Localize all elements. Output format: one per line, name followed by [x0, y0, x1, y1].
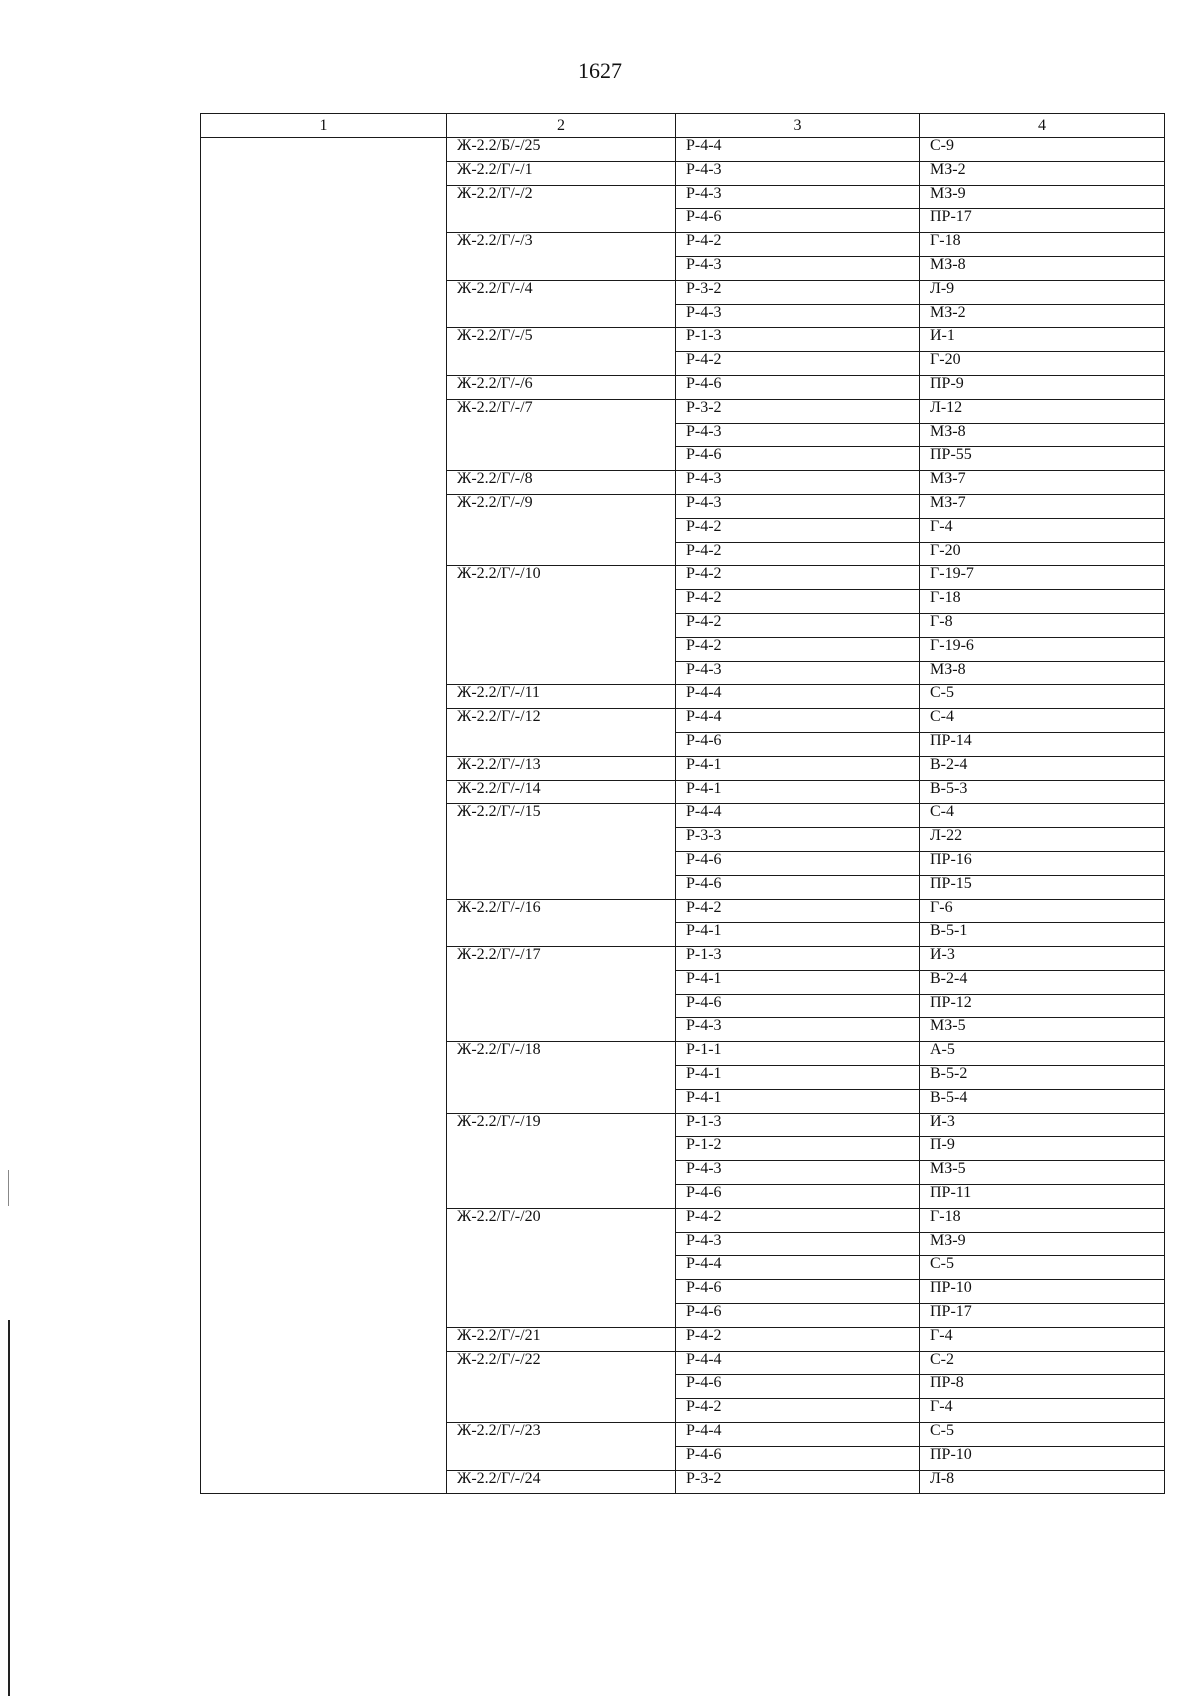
code-cell: Ж-2.2/Г/-/8	[447, 471, 676, 495]
reference-cell: МЗ-2	[920, 304, 1165, 328]
section-cell: Р-4-3	[676, 661, 920, 685]
scan-artifact	[8, 1320, 10, 1696]
section-cell: Р-3-2	[676, 280, 920, 304]
reference-cell: С-5	[920, 1423, 1165, 1447]
reference-cell: И-3	[920, 1113, 1165, 1137]
reference-cell: МЗ-8	[920, 661, 1165, 685]
data-table	[200, 113, 1165, 1494]
reference-cell: И-1	[920, 328, 1165, 352]
reference-cell: Г-4	[920, 1399, 1165, 1423]
table-row	[201, 138, 1165, 162]
section-cell: Р-4-2	[676, 566, 920, 590]
section-cell: Р-4-2	[676, 518, 920, 542]
reference-cell: С-9	[920, 138, 1165, 162]
reference-cell: ПР-15	[920, 875, 1165, 899]
column-header-4: 4	[920, 114, 1165, 138]
code-cell: Ж-2.2/Г/-/14	[447, 780, 676, 804]
section-cell: Р-3-3	[676, 828, 920, 852]
code-cell: Ж-2.2/Г/-/18	[447, 1042, 676, 1113]
code-cell: Ж-2.2/Г/-/20	[447, 1208, 676, 1327]
code-cell: Ж-2.2/Г/-/6	[447, 375, 676, 399]
section-cell: Р-4-3	[676, 161, 920, 185]
section-cell: Р-4-3	[676, 1232, 920, 1256]
section-cell: Р-4-6	[676, 1304, 920, 1328]
section-cell: Р-4-3	[676, 1161, 920, 1185]
column-header-3: 3	[676, 114, 920, 138]
reference-cell: ПР-16	[920, 851, 1165, 875]
reference-cell: Г-4	[920, 1327, 1165, 1351]
reference-cell: МЗ-9	[920, 1232, 1165, 1256]
reference-cell: Г-18	[920, 1208, 1165, 1232]
scan-artifact	[8, 1170, 9, 1206]
reference-cell: П-9	[920, 1137, 1165, 1161]
section-cell: Р-4-3	[676, 1018, 920, 1042]
section-cell: Р-4-2	[676, 613, 920, 637]
section-cell: Р-4-4	[676, 804, 920, 828]
reference-cell: В-5-2	[920, 1066, 1165, 1090]
section-cell: Р-1-3	[676, 947, 920, 971]
section-cell: Р-4-4	[676, 138, 920, 162]
reference-cell: В-5-1	[920, 923, 1165, 947]
section-cell: Р-1-2	[676, 1137, 920, 1161]
reference-cell: ПР-10	[920, 1446, 1165, 1470]
section-cell: Р-4-1	[676, 1066, 920, 1090]
code-cell: Ж-2.2/Г/-/21	[447, 1327, 676, 1351]
reference-cell: ПР-12	[920, 994, 1165, 1018]
code-cell: Ж-2.2/Г/-/17	[447, 947, 676, 1042]
reference-cell: МЗ-5	[920, 1018, 1165, 1042]
section-cell: Р-4-6	[676, 1375, 920, 1399]
section-cell: Р-4-1	[676, 1089, 920, 1113]
reference-cell: Л-8	[920, 1470, 1165, 1494]
reference-cell: С-2	[920, 1351, 1165, 1375]
section-cell: Р-1-3	[676, 328, 920, 352]
section-cell: Р-4-2	[676, 1327, 920, 1351]
reference-cell: В-2-4	[920, 756, 1165, 780]
reference-cell: МЗ-7	[920, 471, 1165, 495]
reference-cell: Л-9	[920, 280, 1165, 304]
code-cell: Ж-2.2/Г/-/16	[447, 899, 676, 947]
reference-cell: Г-18	[920, 590, 1165, 614]
section-cell: Р-4-4	[676, 1256, 920, 1280]
column-1-cell	[201, 138, 447, 1494]
code-cell: Ж-2.2/Г/-/10	[447, 566, 676, 685]
code-cell: Ж-2.2/Г/-/23	[447, 1423, 676, 1471]
section-cell: Р-4-6	[676, 732, 920, 756]
code-cell: Ж-2.2/Г/-/13	[447, 756, 676, 780]
section-cell: Р-4-2	[676, 352, 920, 376]
page-number: 1627	[578, 58, 622, 83]
reference-cell: МЗ-8	[920, 423, 1165, 447]
section-cell: Р-4-6	[676, 447, 920, 471]
code-cell: Ж-2.2/Б/-/25	[447, 138, 676, 162]
reference-cell: ПР-17	[920, 209, 1165, 233]
header-row	[201, 114, 1165, 138]
reference-cell: ПР-11	[920, 1185, 1165, 1209]
code-cell: Ж-2.2/Г/-/12	[447, 709, 676, 757]
reference-cell: МЗ-7	[920, 494, 1165, 518]
code-cell: Ж-2.2/Г/-/11	[447, 685, 676, 709]
code-cell: Ж-2.2/Г/-/4	[447, 280, 676, 328]
reference-cell: С-5	[920, 1256, 1165, 1280]
reference-cell: ПР-55	[920, 447, 1165, 471]
section-cell: Р-3-2	[676, 399, 920, 423]
reference-cell: Г-18	[920, 233, 1165, 257]
reference-cell: ПР-8	[920, 1375, 1165, 1399]
section-cell: Р-4-6	[676, 851, 920, 875]
code-cell: Ж-2.2/Г/-/3	[447, 233, 676, 281]
section-cell: Р-4-6	[676, 209, 920, 233]
reference-cell: Г-8	[920, 613, 1165, 637]
reference-cell: И-3	[920, 947, 1165, 971]
section-cell: Р-4-3	[676, 494, 920, 518]
reference-cell: ПР-10	[920, 1280, 1165, 1304]
section-cell: Р-1-3	[676, 1113, 920, 1137]
section-cell: Р-4-4	[676, 1423, 920, 1447]
section-cell: Р-4-6	[676, 875, 920, 899]
section-cell: Р-4-3	[676, 471, 920, 495]
section-cell: Р-4-3	[676, 256, 920, 280]
section-cell: Р-4-3	[676, 423, 920, 447]
section-cell: Р-4-6	[676, 375, 920, 399]
section-cell: Р-4-1	[676, 780, 920, 804]
section-cell: Р-4-1	[676, 756, 920, 780]
code-cell: Ж-2.2/Г/-/7	[447, 399, 676, 470]
table-body	[201, 138, 1165, 1494]
section-cell: Р-4-2	[676, 1399, 920, 1423]
section-cell: Р-4-2	[676, 899, 920, 923]
code-cell: Ж-2.2/Г/-/5	[447, 328, 676, 376]
reference-cell: МЗ-8	[920, 256, 1165, 280]
section-cell: Р-4-6	[676, 1185, 920, 1209]
section-cell: Р-4-4	[676, 1351, 920, 1375]
section-cell: Р-4-4	[676, 709, 920, 733]
section-cell: Р-4-6	[676, 994, 920, 1018]
reference-cell: Л-22	[920, 828, 1165, 852]
reference-cell: В-2-4	[920, 970, 1165, 994]
code-cell: Ж-2.2/Г/-/15	[447, 804, 676, 899]
code-cell: Ж-2.2/Г/-/9	[447, 494, 676, 565]
section-cell: Р-1-1	[676, 1042, 920, 1066]
section-cell: Р-4-4	[676, 685, 920, 709]
section-cell: Р-4-3	[676, 304, 920, 328]
reference-cell: Г-19-6	[920, 637, 1165, 661]
reference-cell: Г-20	[920, 542, 1165, 566]
section-cell: Р-4-2	[676, 233, 920, 257]
reference-cell: МЗ-2	[920, 161, 1165, 185]
column-header-2: 2	[447, 114, 676, 138]
reference-cell: Г-6	[920, 899, 1165, 923]
section-cell: Р-4-1	[676, 970, 920, 994]
section-cell: Р-4-6	[676, 1446, 920, 1470]
code-cell: Ж-2.2/Г/-/24	[447, 1470, 676, 1494]
code-cell: Ж-2.2/Г/-/2	[447, 185, 676, 233]
reference-cell: С-4	[920, 709, 1165, 733]
section-cell: Р-3-2	[676, 1470, 920, 1494]
reference-cell: Г-19-7	[920, 566, 1165, 590]
reference-cell: ПР-14	[920, 732, 1165, 756]
column-header-1: 1	[201, 114, 447, 138]
reference-cell: С-4	[920, 804, 1165, 828]
code-cell: Ж-2.2/Г/-/19	[447, 1113, 676, 1208]
reference-cell: ПР-17	[920, 1304, 1165, 1328]
reference-cell: В-5-3	[920, 780, 1165, 804]
reference-cell: Л-12	[920, 399, 1165, 423]
section-cell: Р-4-2	[676, 1208, 920, 1232]
reference-cell: В-5-4	[920, 1089, 1165, 1113]
code-cell: Ж-2.2/Г/-/22	[447, 1351, 676, 1422]
reference-cell: Г-20	[920, 352, 1165, 376]
section-cell: Р-4-2	[676, 637, 920, 661]
reference-cell: МЗ-9	[920, 185, 1165, 209]
section-cell: Р-4-3	[676, 185, 920, 209]
section-cell: Р-4-6	[676, 1280, 920, 1304]
reference-cell: С-5	[920, 685, 1165, 709]
section-cell: Р-4-2	[676, 590, 920, 614]
code-cell: Ж-2.2/Г/-/1	[447, 161, 676, 185]
reference-cell: ПР-9	[920, 375, 1165, 399]
reference-cell: МЗ-5	[920, 1161, 1165, 1185]
reference-cell: А-5	[920, 1042, 1165, 1066]
section-cell: Р-4-2	[676, 542, 920, 566]
section-cell: Р-4-1	[676, 923, 920, 947]
reference-cell: Г-4	[920, 518, 1165, 542]
